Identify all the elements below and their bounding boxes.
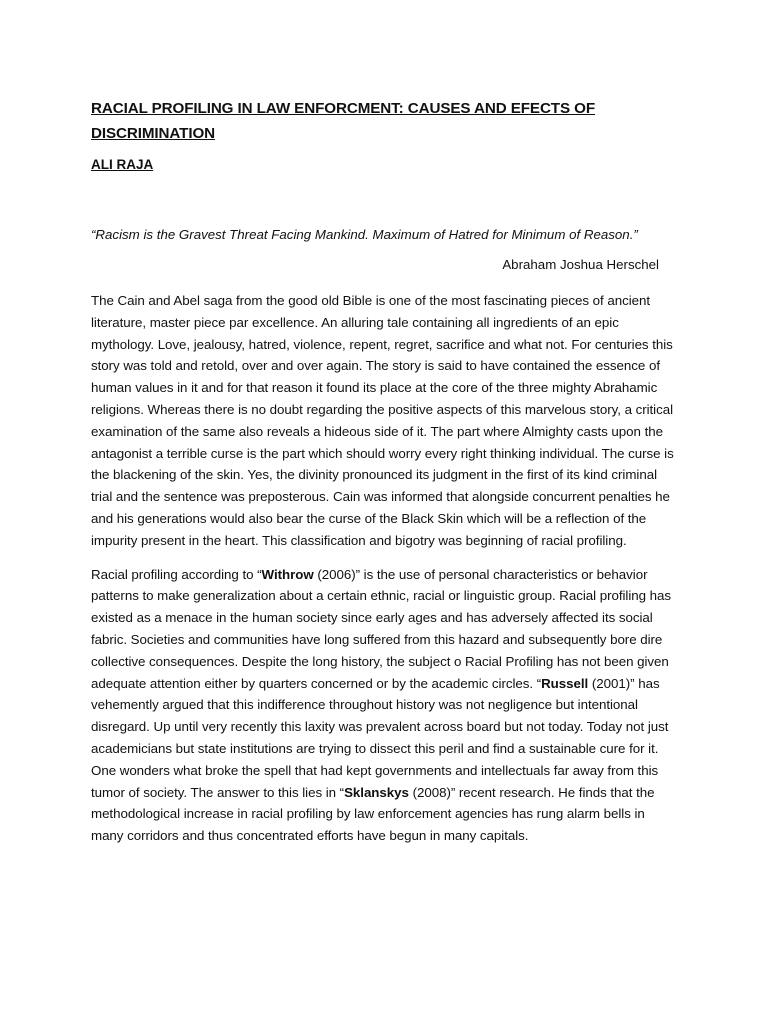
epigraph-attribution: Abraham Joshua Herschel [502,257,659,272]
citation-year: (2006)” [313,566,361,582]
paragraph-intro: The Cain and Abel saga from the good old Bible is one of the most fascinating pieces of ancient literature, master piece par excellence. An alluring tale containing all ingredients of an epic mythology. Love, jealousy, hatred, violence, repent, regret, sacrifice and what not. For centuries this story was told and retold, over and over again. The story is said to have contained the essence of human values in it and for that reason it found its place at the core of the three mighty Abrahamic religions. Whereas there is no doubt regarding the positive aspects of this marvelous story, a critical examination of the same also reveals a hideous side of it. The part where Almighty casts upon the antagonist a terrible curse is the part which should worry every right thinking individual. The curse is the blackening of the skin. Yes, the divinity pronounced its judgment in the first of its kind criminal trial and the sentence was preposterous. Cain was informed that alongside concurrent penalties he and his generations would also bear the curse of the Black Skin which will be a reflection of the impurity present in the heart. This classification and bigotry was beginning of racial profiling. [91,293,674,548]
paragraph-text: has vehemently argued that this indifference throughout history was not negligence but intentional disregard. Up until very recently this laxity was prevalent across board but not today. Today not just academicians but state institutions are trying to dissect this peril and find a sustainable cure for it. One wonders what broke the spell that had kept governments and intellectuals far away from this tumor of society. The answer to this lies in “ [91,675,669,800]
paragraph-text: recent research. He finds that the methodological increase in racial profiling by law enforcement agencies has rung alarm bells in many corridors and thus concentrated efforts have begun in many capitals. [91,784,655,844]
citation-author: Withrow [261,566,314,582]
citation-author: Sklanskys [344,784,409,800]
epigraph-quote: “Racism is the Gravest Threat Facing Mankind. Maximum of Hatred for Minimum of Reason.” [91,227,638,242]
document-title: RACIAL PROFILING IN LAW ENFORCMENT: CAUSES AND EFECTS OF DISCRIMINATION [91,100,596,142]
document-body [91,96,679,847]
paragraph-text: is the use of personal characteristics or behavior patterns to make generalization about a certain ethnic, racial or linguistic group. Racial profiling has existed as a menace in the human society since early ages and has adversely affected its social fabric. Societies and communities have long suffered from this hazard and subsequently bore dire collective consequences. Despite the long history, the subject o Racial Profiling has not been given adequate attention either by quarters concerned or by the academic circles. “ [91,566,672,691]
paragraph-definition [91,564,679,847]
citation-author: Russell [541,675,589,691]
paragraph-text: Racial profiling according to “ [91,566,262,582]
citation-year: (2008)” [408,784,456,800]
citation-year: (2001)” [588,675,635,691]
author-name: ALI RAJA [91,157,154,172]
